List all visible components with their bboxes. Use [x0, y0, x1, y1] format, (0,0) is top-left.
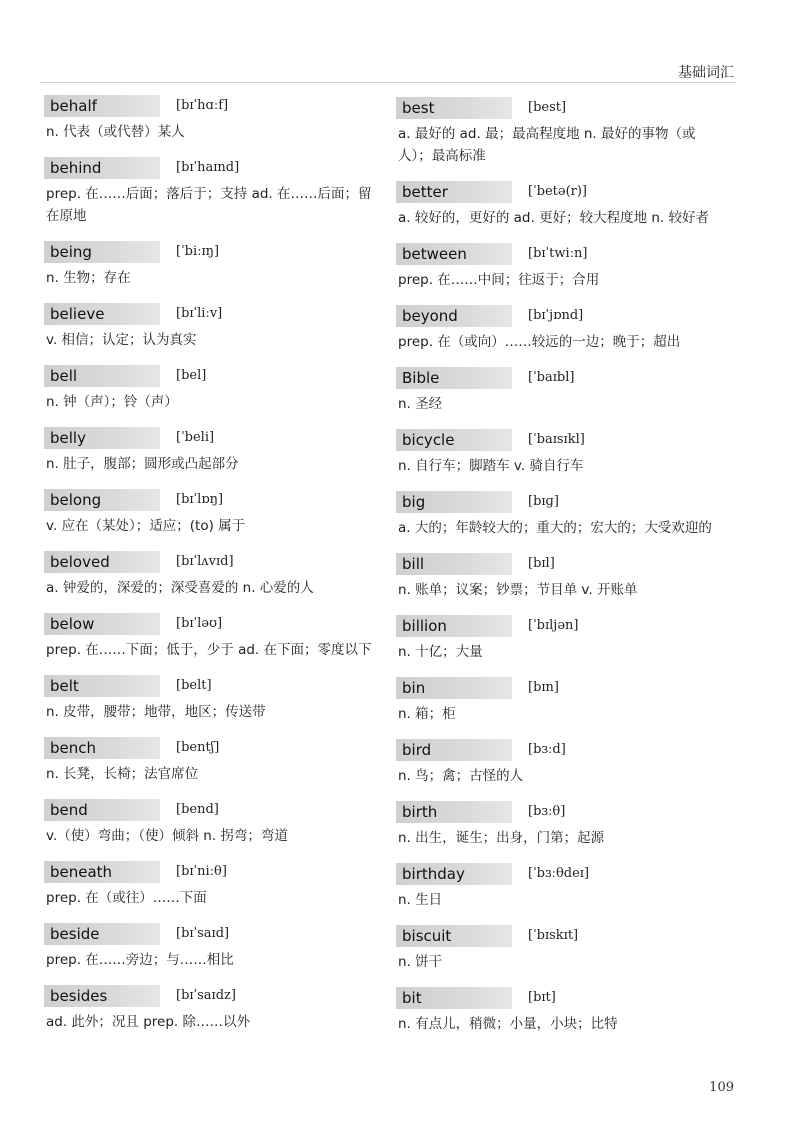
- page-number: 109: [709, 1080, 734, 1095]
- entry-head: [396, 96, 726, 119]
- definition: prep. 在……中间；往返于；合用: [398, 272, 600, 288]
- definition: n. 钟（声）；铃（声）: [46, 394, 178, 410]
- definition: n. 箱；柜: [398, 706, 456, 722]
- definition: n. 生物；存在: [46, 270, 131, 286]
- entry-head: [396, 924, 726, 947]
- entry-head: [396, 304, 726, 327]
- vocab-entry: [44, 156, 374, 227]
- entry-head: [396, 676, 726, 699]
- definition: n. 十亿；大量: [398, 644, 483, 660]
- headword: belly: [44, 427, 160, 449]
- definition: v. 相信；认定；认为真实: [46, 332, 197, 348]
- entry-head: [44, 922, 374, 945]
- phonetic: [bɜːθ]: [528, 804, 566, 819]
- entry-head: [396, 180, 726, 203]
- headword: big: [396, 491, 512, 513]
- phonetic: [bel]: [176, 368, 207, 383]
- phonetic: [ˈbetə(r)]: [528, 184, 588, 199]
- phonetic: [bɪˈliːv]: [176, 306, 223, 321]
- headword: bench: [44, 737, 160, 759]
- vocab-entry: [396, 614, 726, 663]
- phonetic: [ˈbɜːθdeɪ]: [528, 866, 590, 881]
- vocab-entry: [44, 550, 374, 599]
- phonetic: [bɜːd]: [528, 742, 566, 757]
- phonetic: [bɪɡ]: [528, 494, 559, 509]
- definition: n. 自行车；脚踏车 v. 骑自行车: [398, 458, 584, 474]
- entry-head: [396, 490, 726, 513]
- headword: bin: [396, 677, 512, 699]
- right-column: [396, 96, 726, 1048]
- headword: besides: [44, 985, 160, 1007]
- phonetic: [bɪˈniːθ]: [176, 864, 227, 879]
- vocab-entry: [396, 96, 726, 167]
- definition: prep. 在（或往）……下面: [46, 890, 207, 906]
- vocab-entry: [44, 302, 374, 351]
- headword: Bible: [396, 367, 512, 389]
- definition: ad. 此外；况且 prep. 除……以外: [46, 1014, 250, 1030]
- phonetic: [best]: [528, 100, 567, 115]
- headword: bit: [396, 987, 512, 1009]
- definition: n. 饼干: [398, 954, 443, 970]
- entry-head: [44, 798, 374, 821]
- definition: n. 有点儿，稍微；小量，小块；比特: [398, 1016, 618, 1032]
- headword: beside: [44, 923, 160, 945]
- definition: v. 应在（某处）；适应；(to) 属于: [46, 518, 246, 534]
- page-header-title: 基础词汇: [678, 65, 734, 81]
- vocab-entry: [44, 364, 374, 413]
- definition: prep. 在……下面；低于，少于 ad. 在下面；零度以下: [46, 642, 372, 658]
- vocab-entry: [396, 366, 726, 415]
- phonetic: [belt]: [176, 678, 212, 693]
- phonetic: [bɪˈlɒŋ]: [176, 492, 224, 507]
- entry-head: [44, 860, 374, 883]
- vocab-entry: [396, 180, 726, 229]
- vocab-entry: [396, 924, 726, 973]
- definition: a. 较好的，更好的 ad. 更好；较大程度地 n. 较好者: [398, 210, 710, 226]
- vocab-entry: [396, 490, 726, 539]
- entry-head: [396, 428, 726, 451]
- headword: birth: [396, 801, 512, 823]
- headword: beneath: [44, 861, 160, 883]
- headword: bird: [396, 739, 512, 761]
- headword: bell: [44, 365, 160, 387]
- vocab-entry: [44, 488, 374, 537]
- vocab-entry: [396, 800, 726, 849]
- phonetic: [ˈbeli]: [176, 430, 215, 445]
- phonetic: [bentʃ]: [176, 740, 220, 755]
- phonetic: [bend]: [176, 802, 219, 817]
- header-divider: [40, 82, 736, 83]
- definition: v.（使）弯曲；（使）倾斜 n. 拐弯；弯道: [46, 828, 288, 844]
- entry-head: [396, 738, 726, 761]
- phonetic: [bɪˈsaɪdz]: [176, 988, 236, 1003]
- phonetic: [bɪˈjɒnd]: [528, 308, 584, 323]
- phonetic: [ˈbɪljən]: [528, 618, 579, 633]
- entry-head: [44, 156, 374, 179]
- vocab-entry: [44, 984, 374, 1033]
- entry-head: [396, 862, 726, 885]
- headword: belt: [44, 675, 160, 697]
- vocab-entry: [396, 552, 726, 601]
- vocab-entry: [44, 922, 374, 971]
- vocab-entry: [396, 304, 726, 353]
- headword: believe: [44, 303, 160, 325]
- phonetic: [ˈbaɪsɪkl]: [528, 432, 585, 447]
- phonetic: [bɪt]: [528, 990, 556, 1005]
- entry-head: [44, 240, 374, 263]
- definition: n. 账单；议案；钞票；节目单 v. 开账单: [398, 582, 638, 598]
- entry-head: [44, 426, 374, 449]
- definition: n. 出生，诞生；出身，门第；起源: [398, 830, 605, 846]
- definition: prep. 在……旁边；与……相比: [46, 952, 234, 968]
- phonetic: [bɪˈsaɪd]: [176, 926, 230, 941]
- entry-head: [396, 242, 726, 265]
- vocab-entry: [44, 798, 374, 847]
- phonetic: [ˈbaɪbl]: [528, 370, 575, 385]
- entry-head: [44, 612, 374, 635]
- headword: behalf: [44, 95, 160, 117]
- definition: n. 肚子，腹部；圆形或凸起部分: [46, 456, 239, 472]
- vocab-entry: [396, 862, 726, 911]
- phonetic: [ˈbɪskɪt]: [528, 928, 579, 943]
- vocab-entry: [44, 94, 374, 143]
- vocab-entry: [44, 736, 374, 785]
- vocab-entry: [44, 612, 374, 661]
- entry-head: [44, 984, 374, 1007]
- vocab-entry: [396, 242, 726, 291]
- entry-head: [396, 552, 726, 575]
- headword: bicycle: [396, 429, 512, 451]
- headword: beloved: [44, 551, 160, 573]
- phonetic: [bɪˈhɑːf]: [176, 98, 229, 113]
- definition: a. 最好的 ad. 最；最高程度地 n. 最好的事物（或人）；最高标准: [398, 126, 696, 164]
- entry-head: [396, 366, 726, 389]
- entry-head: [44, 364, 374, 387]
- phonetic: [bɪˈlʌvɪd]: [176, 554, 234, 569]
- headword: behind: [44, 157, 160, 179]
- vocab-entry: [396, 986, 726, 1035]
- headword: beyond: [396, 305, 512, 327]
- phonetic: [bɪl]: [528, 556, 555, 571]
- vocab-entry: [44, 860, 374, 909]
- entry-head: [44, 488, 374, 511]
- definition: n. 长凳，长椅；法官席位: [46, 766, 199, 782]
- phonetic: [bɪˈhaɪnd]: [176, 160, 240, 175]
- headword: better: [396, 181, 512, 203]
- phonetic: [ˈbiːɪŋ]: [176, 244, 220, 259]
- vocab-entry: [396, 428, 726, 477]
- entry-head: [44, 550, 374, 573]
- entry-head: [44, 94, 374, 117]
- phonetic: [bɪˈtwiːn]: [528, 246, 588, 261]
- headword: best: [396, 97, 512, 119]
- vocab-entry: [396, 676, 726, 725]
- headword: biscuit: [396, 925, 512, 947]
- vocab-entry: [44, 426, 374, 475]
- vocab-entry: [396, 738, 726, 787]
- entry-head: [396, 986, 726, 1009]
- entry-head: [396, 614, 726, 637]
- headword: being: [44, 241, 160, 263]
- definition: n. 生日: [398, 892, 443, 908]
- headword: bend: [44, 799, 160, 821]
- headword: billion: [396, 615, 512, 637]
- vocab-entry: [44, 240, 374, 289]
- definition: n. 皮带，腰带；地带，地区；传送带: [46, 704, 266, 720]
- phonetic: [bɪn]: [528, 680, 559, 695]
- headword: belong: [44, 489, 160, 511]
- headword: between: [396, 243, 512, 265]
- definition: n. 鸟；禽；古怪的人: [398, 768, 524, 784]
- phonetic: [bɪˈləʊ]: [176, 616, 223, 631]
- definition: n. 代表（或代替）某人: [46, 124, 185, 140]
- definition: a. 钟爱的，深爱的；深受喜爱的 n. 心爱的人: [46, 580, 314, 596]
- entry-head: [44, 736, 374, 759]
- vocab-entry: [44, 674, 374, 723]
- definition: n. 圣经: [398, 396, 443, 412]
- entry-head: [396, 800, 726, 823]
- left-column: [44, 94, 374, 1046]
- definition: prep. 在（或向）……较远的一边；晚于；超出: [398, 334, 681, 350]
- entry-head: [44, 674, 374, 697]
- definition: prep. 在……后面；落后于；支持 ad. 在……后面；留在原地: [46, 186, 372, 224]
- headword: bill: [396, 553, 512, 575]
- entry-head: [44, 302, 374, 325]
- headword: below: [44, 613, 160, 635]
- headword: birthday: [396, 863, 512, 885]
- definition: a. 大的；年龄较大的；重大的；宏大的；大受欢迎的: [398, 520, 712, 536]
